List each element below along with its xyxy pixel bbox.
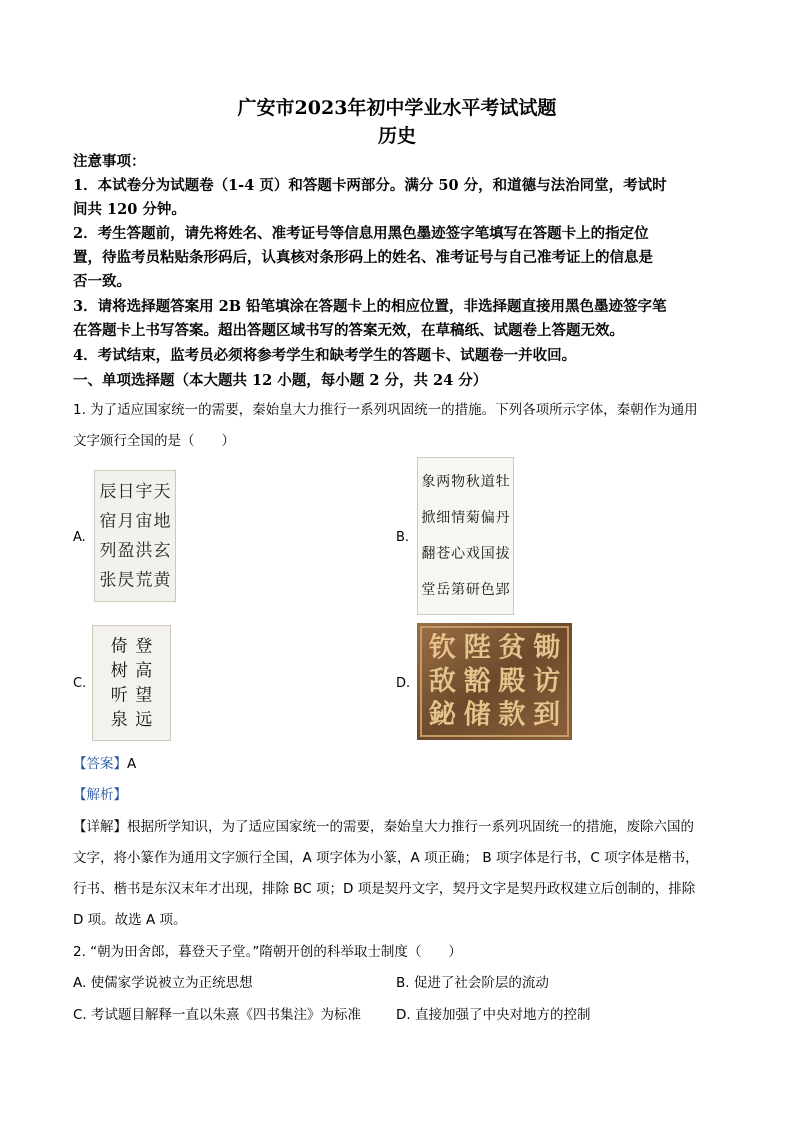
calligraphy-character: 色 [480, 582, 495, 598]
khitan-script-image [417, 623, 572, 740]
calligraphy-character: 辰 [99, 481, 117, 502]
calligraphy-character: 两 [436, 474, 451, 490]
calligraphy-character: 道 [480, 474, 495, 490]
calligraphy-character: 张 [99, 570, 117, 591]
notice-heading: 注意事项： [73, 153, 146, 170]
answer-label: 【答案】 [73, 756, 127, 772]
calligraphy-character: 月 [117, 511, 135, 532]
calligraphy-character: 牡 [495, 474, 510, 490]
question-2-option-c: C. 考试题目解释一直以朱熹《四书集注》为标准 [73, 1007, 362, 1023]
answer-value: A [127, 756, 137, 772]
regular-script-image-art [93, 626, 170, 740]
question-1-stem-cont: 文字颁行全国的是（ ） [73, 433, 235, 449]
seal-script-image [94, 470, 176, 602]
notice-line: 否一致。 [73, 273, 131, 290]
calligraphy-character: 望 [135, 685, 153, 706]
detail-line: D 项。故选 A 项。 [73, 912, 187, 928]
calligraphy-character: 陛 [463, 632, 491, 664]
calligraphy-character: 第 [451, 582, 466, 598]
calligraphy-character: 高 [135, 660, 153, 681]
question-1-stem: 1. 为了适应国家统一的需要，秦始皇大力推行一系列巩固统一的措施。下列各项所示字体，秦朝作为通用 [73, 402, 698, 418]
calligraphy-character: 倚 [110, 636, 128, 657]
calligraphy-character: 钦 [428, 632, 456, 664]
calligraphy-character: 敌 [428, 666, 456, 697]
calligraphy-character: 昃 [117, 570, 135, 591]
question-2-option-b: B. 促进了社会阶层的流动 [396, 975, 549, 991]
calligraphy-character: 地 [153, 511, 171, 532]
calligraphy-character: 物 [451, 474, 466, 490]
calligraphy-character: 岳 [436, 582, 451, 598]
question-2-stem: 2. “朝为田舍郎，暮登天子堂。”隋朝开创的科举取士制度（ ） [73, 944, 462, 960]
calligraphy-character: 远 [135, 709, 153, 730]
notice-line: 在答题卡上书写答案。超出答题区域书写的答案无效，在草稿纸、试题卷上答题无效。 [73, 322, 624, 339]
calligraphy-character: 天 [153, 481, 171, 502]
calligraphy-character: 列 [99, 540, 117, 561]
notice-line: 1．本试卷分为试题卷（1-4 页）和答题卡两部分。满分 50 分，和道德与法治同堂，考试时 [73, 177, 667, 194]
notice-line: 置，待监考员粘贴条形码后，认真核对条形码上的姓名、准考证号与自己准考证上的信息是 [73, 249, 653, 266]
calligraphy-character: 锄 [533, 632, 561, 664]
running-script-image [417, 457, 514, 615]
calligraphy-character: 研 [465, 582, 480, 598]
calligraphy-character: 细 [436, 510, 451, 526]
calligraphy-character: 菊 [465, 510, 480, 526]
calligraphy-character: 访 [533, 666, 561, 697]
option-c-label: C. [73, 676, 87, 691]
analysis-label: 【解析】 [73, 787, 127, 803]
calligraphy-character: 日 [117, 481, 135, 502]
notice-line: 3．请将选择题答案用 2B 铅笔填涂在答题卡上的相应位置，非选择题直接用黑色墨迹签字笔 [73, 298, 667, 315]
khitan-script-image-art [417, 623, 572, 740]
calligraphy-character: 树 [110, 660, 128, 681]
exam-title: 广安市2023年初中学业水平考试试题 [237, 97, 557, 119]
detail-line: 行书、楷书是东汉末年才出现，排除 BC 项；D 项是契丹文字，契丹文字是契丹政权建立后创制的，排除 [73, 881, 696, 897]
notice-line: 4．考试结束，监考员必须将参考学生和缺考学生的答题卡、试题卷一并收回。 [73, 347, 577, 364]
calligraphy-character: 宿 [99, 511, 117, 532]
calligraphy-character: 掀 [421, 510, 436, 526]
option-a-label: A. [73, 530, 86, 545]
calligraphy-character: 殿 [498, 666, 526, 697]
question-2-option-d: D. 直接加强了中央对地方的控制 [396, 1007, 591, 1023]
calligraphy-character: 戏 [465, 546, 480, 562]
subject-title: 历史 [377, 125, 416, 147]
notice-line: 2．考生答题前，请先将姓名、准考证号等信息用黑色墨迹签字笔填写在答题卡上的指定位 [73, 225, 649, 242]
calligraphy-character: 国 [480, 546, 495, 562]
calligraphy-character: 到 [533, 699, 561, 731]
calligraphy-character: 盈 [117, 540, 135, 561]
calligraphy-character: 储 [463, 699, 491, 731]
option-d-label: D. [396, 676, 411, 691]
regular-script-image [92, 625, 171, 741]
detail-line: 文字，将小篆作为通用文字颁行全国，A 项字体为小篆，A 项正确； B 项字体是行书，C 项字体是楷书， [73, 850, 699, 866]
calligraphy-character: 宙 [135, 511, 153, 532]
calligraphy-character: 拔 [495, 546, 510, 562]
option-b-label: B. [396, 530, 410, 545]
calligraphy-character: 心 [451, 546, 466, 562]
calligraphy-character: 苍 [436, 546, 451, 562]
calligraphy-character: 荒 [135, 570, 153, 591]
calligraphy-character: 堂 [421, 582, 436, 598]
calligraphy-character: 泉 [110, 709, 128, 730]
running-script-image-art [418, 458, 513, 614]
calligraphy-character: 听 [110, 685, 128, 706]
calligraphy-character: 款 [498, 699, 526, 731]
calligraphy-character: 翻 [421, 546, 436, 562]
calligraphy-character: 郢 [495, 582, 510, 598]
seal-script-image-art [95, 471, 175, 601]
calligraphy-character: 情 [451, 510, 466, 526]
question-2-option-a: A. 使儒家学说被立为正统思想 [73, 975, 253, 991]
notice-line: 间共 120 分钟。 [73, 201, 186, 218]
calligraphy-character: 鉍 [428, 699, 456, 731]
section-heading: 一、单项选择题（本大题共 12 小题，每小题 2 分，共 24 分） [73, 372, 488, 389]
calligraphy-character: 贫 [498, 632, 526, 664]
calligraphy-character: 象 [421, 474, 436, 490]
calligraphy-character: 偏 [480, 510, 495, 526]
calligraphy-character: 宇 [135, 481, 153, 502]
calligraphy-character: 黄 [153, 570, 171, 591]
calligraphy-character: 登 [135, 636, 153, 657]
calligraphy-character: 豁 [463, 666, 491, 697]
calligraphy-character: 洪 [135, 540, 153, 561]
calligraphy-character: 丹 [495, 510, 510, 526]
calligraphy-character: 秋 [465, 474, 480, 490]
calligraphy-character: 玄 [153, 540, 171, 561]
detail-line: 【详解】根据所学知识，为了适应国家统一的需要，秦始皇大力推行一系列巩固统一的措施，废除六国的 [73, 819, 694, 835]
